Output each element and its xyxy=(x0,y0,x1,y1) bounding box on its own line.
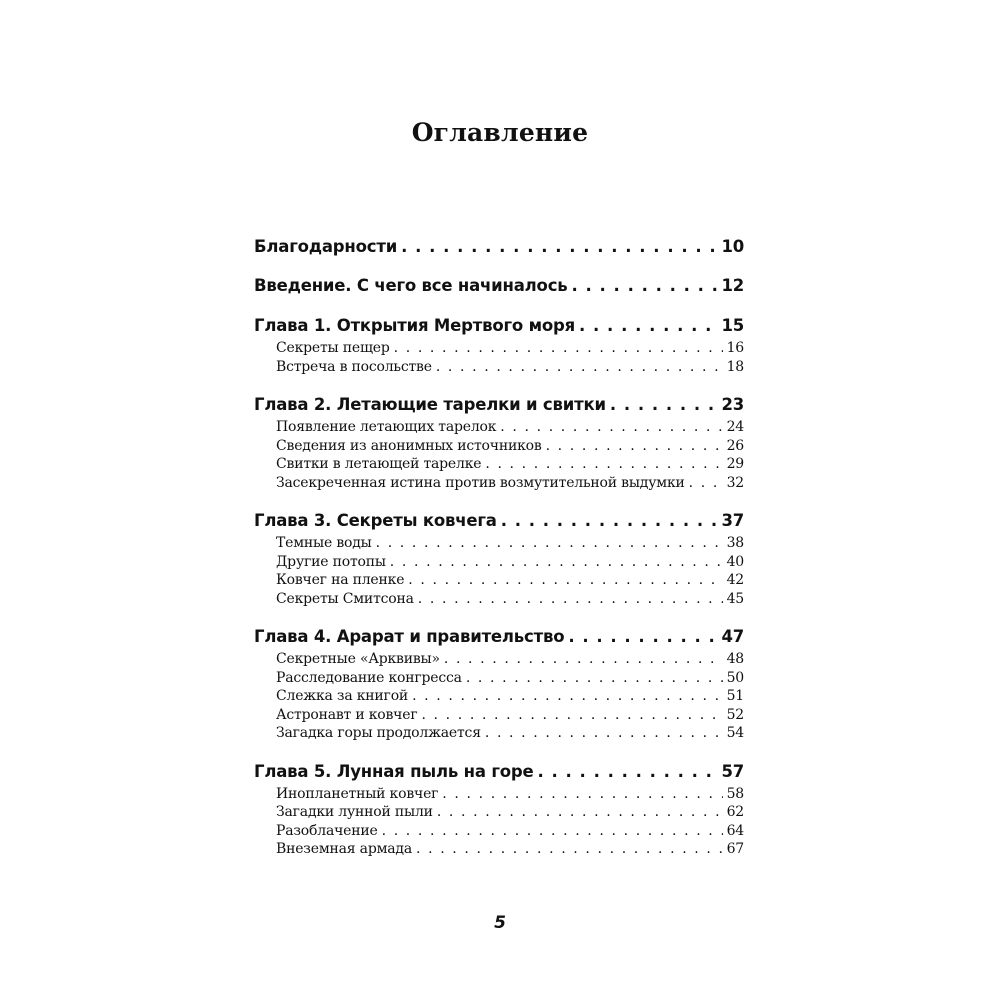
dot-leader xyxy=(421,706,722,725)
toc-entry-title: Глава 3. Секреты ковчега xyxy=(254,511,497,530)
toc-sub-list xyxy=(254,650,744,743)
toc-entry-title: Введение. С чего все начиналось xyxy=(254,276,568,295)
toc-entry-page: 10 xyxy=(721,237,744,256)
dot-leader xyxy=(376,534,723,553)
toc-entry-title: Глава 2. Летающие тарелки и свитки xyxy=(254,395,606,414)
toc-sub-entry-title: Засекреченная истина против возмутительной выдумки xyxy=(276,474,685,491)
toc-sub-entry[interactable] xyxy=(276,455,744,474)
toc-sub-entry-page: 54 xyxy=(726,725,744,741)
toc-sub-entry[interactable] xyxy=(276,840,744,859)
toc-sub-entry[interactable] xyxy=(276,803,744,822)
toc-entry-title: Благодарности xyxy=(254,237,398,256)
toc-sub-entry-page: 24 xyxy=(726,419,744,435)
toc-entry-page: 12 xyxy=(721,276,744,295)
toc-sub-list xyxy=(254,418,744,492)
dot-leader xyxy=(466,669,723,688)
toc-sub-entry-page: 38 xyxy=(726,535,744,551)
page-number: 5 xyxy=(494,913,506,933)
dot-leader xyxy=(572,275,718,297)
dot-leader xyxy=(418,590,723,609)
toc-sub-entry[interactable] xyxy=(276,437,744,456)
dot-leader xyxy=(538,761,718,783)
toc-section xyxy=(254,510,744,608)
dot-leader xyxy=(579,315,717,337)
toc-sub-entry-page: 40 xyxy=(726,553,744,570)
dot-leader xyxy=(390,553,723,572)
toc-main-entry[interactable] xyxy=(254,761,744,783)
toc-sub-entry-page: 29 xyxy=(726,456,744,472)
page-title: Оглавление xyxy=(411,118,589,147)
toc-section xyxy=(254,626,744,743)
toc-sub-entry[interactable] xyxy=(276,474,744,493)
toc-sub-entry-title: Встреча в посольстве xyxy=(276,358,432,375)
toc-sub-list xyxy=(254,534,744,608)
toc-entry-title: Глава 1. Открытия Мертвого моря xyxy=(254,316,576,335)
dot-leader xyxy=(485,455,722,474)
toc-sub-entry[interactable] xyxy=(276,706,744,725)
toc-sub-entry-title: Загадки лунной пыли xyxy=(276,804,433,820)
dot-leader xyxy=(401,236,717,258)
toc-sub-entry-page: 64 xyxy=(726,822,744,839)
toc-sub-entry-title: Ковчег на пленке xyxy=(276,572,405,588)
dot-leader xyxy=(689,474,723,493)
toc-sub-entry-page: 32 xyxy=(726,474,744,491)
toc-sub-entry-title: Сведения из анонимных источников xyxy=(276,437,542,454)
dot-leader xyxy=(500,418,722,437)
toc-sub-entry[interactable] xyxy=(276,358,744,377)
toc-sub-entry-title: Разоблачение xyxy=(276,822,378,839)
toc-sub-entry[interactable] xyxy=(276,590,744,609)
dot-leader xyxy=(501,510,718,532)
toc-sub-entry-page: 62 xyxy=(726,804,744,820)
toc-sub-entry[interactable] xyxy=(276,418,744,437)
toc-entry-page: 15 xyxy=(721,316,744,335)
toc-section xyxy=(254,761,744,859)
toc-sub-entry[interactable] xyxy=(276,687,744,706)
dot-leader xyxy=(546,437,723,456)
toc-sub-entry[interactable] xyxy=(276,785,744,804)
dot-leader xyxy=(444,650,723,669)
toc-entry-page: 37 xyxy=(721,511,744,530)
toc-sub-entry[interactable] xyxy=(276,669,744,688)
toc-sub-entry-title: Загадка горы продолжается xyxy=(276,725,481,741)
toc-main-entry[interactable] xyxy=(254,275,744,297)
toc-sub-entry-title: Внеземная армада xyxy=(276,841,412,857)
dot-leader xyxy=(436,358,723,377)
toc-sub-entry-title: Секреты пещер xyxy=(276,340,390,356)
dot-leader xyxy=(408,571,722,590)
toc-sub-entry-page: 58 xyxy=(726,785,744,802)
toc-sub-entry-page: 52 xyxy=(726,706,744,723)
toc-main-entry[interactable] xyxy=(254,236,744,258)
toc-sub-entry-title: Расследование конгресса xyxy=(276,669,462,686)
dot-leader xyxy=(382,822,723,841)
toc-entry-title: Глава 4. Арарат и правительство xyxy=(254,627,565,646)
toc-sub-entry[interactable] xyxy=(276,724,744,743)
toc-sub-entry[interactable] xyxy=(276,553,744,572)
toc-sub-entry-page: 48 xyxy=(726,651,744,667)
toc-sub-entry-title: Слежка за книгой xyxy=(276,688,409,704)
toc-sub-entry-page: 18 xyxy=(726,358,744,375)
toc-sub-entry[interactable] xyxy=(276,650,744,669)
toc-sub-entry[interactable] xyxy=(276,571,744,590)
toc-section xyxy=(254,394,744,492)
toc-sub-list xyxy=(254,785,744,859)
toc-sub-entry-page: 26 xyxy=(726,437,744,454)
toc-entry-page: 47 xyxy=(721,627,744,646)
toc-sub-entry-page: 42 xyxy=(726,572,744,588)
toc-sub-entry-page: 50 xyxy=(726,669,744,686)
toc-sub-entry-page: 45 xyxy=(726,590,744,607)
dot-leader xyxy=(437,803,723,822)
toc-main-entry[interactable] xyxy=(254,315,744,337)
dot-leader xyxy=(412,687,723,706)
dot-leader xyxy=(394,339,723,358)
dot-leader xyxy=(416,840,723,859)
toc-section xyxy=(254,236,744,258)
toc-sub-entry-title: Появление летающих тарелок xyxy=(276,419,497,435)
toc-section xyxy=(254,275,744,297)
toc-sub-entry[interactable] xyxy=(276,534,744,553)
toc-sub-entry[interactable] xyxy=(276,339,744,358)
toc-entry-page: 23 xyxy=(721,395,744,414)
toc-entry-title: Глава 5. Лунная пыль на горе xyxy=(254,761,534,781)
toc-sub-entry-title: Инопланетный ковчег xyxy=(276,785,439,802)
toc-sub-entry-title: Свитки в летающей тарелке xyxy=(276,456,482,472)
toc-sub-list xyxy=(254,339,744,376)
dot-leader xyxy=(568,626,717,648)
toc-sub-entry-title: Секреты Смитсона xyxy=(276,590,414,607)
toc-sub-entry[interactable] xyxy=(276,822,744,841)
dot-leader xyxy=(485,724,723,743)
toc-sub-entry-title: Темные воды xyxy=(276,535,372,551)
toc-sub-entry-title: Другие потопы xyxy=(276,553,386,570)
toc-entry-page: 57 xyxy=(721,761,744,781)
toc-sub-entry-page: 16 xyxy=(726,340,744,356)
toc-main-entry[interactable] xyxy=(254,626,744,648)
toc-sub-entry-page: 51 xyxy=(726,688,744,704)
toc-main-entry[interactable] xyxy=(254,510,744,532)
toc-sub-entry-title: Астронавт и ковчег xyxy=(276,706,418,723)
toc-section xyxy=(254,315,744,376)
toc-sub-entry-page: 67 xyxy=(726,841,744,857)
dot-leader xyxy=(442,785,722,804)
table-of-contents xyxy=(254,236,744,859)
toc-sub-entry-title: Секретные «Арквивы» xyxy=(276,651,440,667)
toc-main-entry[interactable] xyxy=(254,394,744,416)
dot-leader xyxy=(610,394,718,416)
